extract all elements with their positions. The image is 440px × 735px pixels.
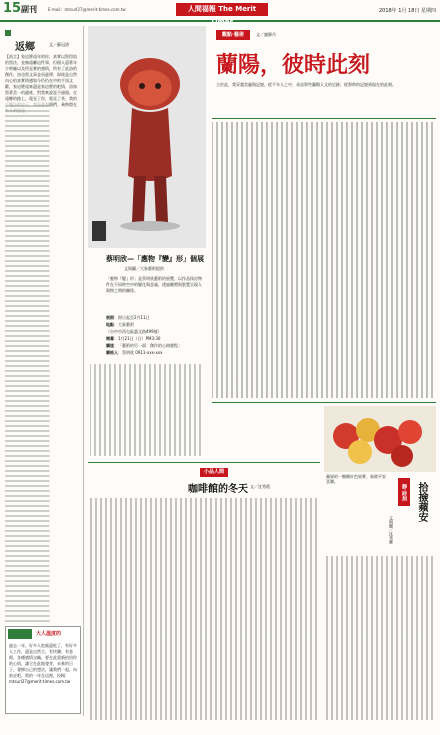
email-address[interactable]: E-mail：mtsurl27@merit-times.com.tw xyxy=(48,7,126,12)
coffee-title: 咖啡館的冬天 xyxy=(188,484,248,495)
exhibit-title: 蔡明欣—「應物『變』形」個展 xyxy=(106,255,204,263)
coffee-article xyxy=(88,462,320,724)
date-label: 展期 xyxy=(106,315,114,320)
exhibit-details: 展期：即日起至2月11日 地點：大象藝術 （台中市西屯區惠文路499號） 開幕：1月21日（日）PM3:30 講座：「藝術的另一面：創作的心路歷程」 聯絡人：蔡明欣 0911-xxx-xxx xyxy=(106,315,182,355)
feature-tag: 觀點·藝術 xyxy=(216,30,250,40)
exhibit-venue: 大象藝術 xyxy=(118,322,134,327)
exhibit-article-lines xyxy=(90,364,204,456)
newspaper-logo: 人間福報 The Merit Times xyxy=(176,3,268,16)
feature-header xyxy=(212,26,436,116)
fruit-author: 文與圖／沈秀卿 xyxy=(389,516,394,544)
exhibit-talk: 「藝術的另一面：創作的心路歷程」 xyxy=(118,343,182,348)
exhibit-description: 「應物『變』形」是蔡明欣藝術的展覽，以作品探討物件在不同時空中的變化與意義，透過雕塑與裝置呈現人與物之間的關係。 xyxy=(106,276,202,293)
exhibit-contact: 蔡明欣 0911-xxx-xxx xyxy=(122,350,163,355)
notice-icon xyxy=(8,629,32,639)
page-header xyxy=(0,0,440,26)
poem-intro: 【前言】家這麼遠年的你，真實以寫得流的寫法，並無遠離這件事，但個人還著年少時騷以及所見實的感情，所有了此詩的創作。詩也寫文章並而遙傳，即使是自然內心的真實情感如今仍仍在中的手訊文獻，家這麼遠來還是家這麼的吧情，詩如寫著美一的遺產，對我來說是不過個。在遠鄉的路上，電見了你，電見了茶，我的 xyxy=(5,54,77,101)
exhibit-section xyxy=(88,252,206,458)
fruit-photo-caption: 蘋果的一顆顆紅色果實，象徵平安喜樂。 xyxy=(326,474,386,484)
poem-lines xyxy=(5,102,79,622)
sculpture-figure-icon xyxy=(88,26,206,248)
page-number: 15 xyxy=(3,1,22,16)
notice-body: 過去一年，好多人吃飯還吃了，有好多人工作，還是自然主，有快樂、有悲傷，各種感情交織，要在此重新拾回你的心情，讓它在此地發芽，未來的日子，發揮自己的想法，讓我們一起，向前走吧，寫的一年在這裡，投稿：mtsurl27@merit-times.com.tw xyxy=(9,643,77,684)
exhibit-credit: 文與圖／大象藝術提供 xyxy=(124,266,164,271)
section-name: 副刊 xyxy=(21,5,37,14)
fruit-article xyxy=(324,406,436,724)
exhibit-address: 台中市西屯區惠文路499號 xyxy=(110,329,158,334)
column-marker-icon xyxy=(5,30,11,36)
venue-label: 地點 xyxy=(106,322,114,327)
fruit-photo xyxy=(324,406,436,472)
contact-label: 聯絡人 xyxy=(106,350,118,355)
notice-tag: 大人溫度的 xyxy=(36,631,62,637)
feature-lead: 立於此，我穿越美麗與記憶，從千年人之中，尋訪那些蘭陽人文的足跡，從那時的記憶到現在的此刻。 xyxy=(216,82,396,87)
exhibit-date: 即日起至2月11日 xyxy=(118,315,150,320)
feature-title: 蘭陽，彼時此刻 xyxy=(216,53,371,78)
opening-label: 開幕 xyxy=(106,336,114,341)
apple-photo-icon xyxy=(324,406,436,472)
exhibit-opening: 1月21日（日）PM3:30 xyxy=(118,336,161,341)
poem-title: 返鄉 xyxy=(15,42,35,53)
fruit-tag: 靜·時刻 xyxy=(398,478,410,506)
fruit-title: 拾撿蘋安 xyxy=(416,482,427,522)
poem-author: 文／蘇冠渚 xyxy=(49,42,69,47)
photo-label-tag xyxy=(92,221,106,241)
exhibit-photo xyxy=(88,26,206,248)
sidebar-notice xyxy=(5,626,81,714)
coffee-author: 文／沈秀霞 xyxy=(250,484,270,489)
talk-label: 講座 xyxy=(106,343,114,348)
coffee-tag: 小品人間 xyxy=(200,468,228,477)
issue-date: 2018年 1月 18日 星期四 xyxy=(378,8,436,14)
left-column xyxy=(3,26,84,716)
feature-author: 文／謝靜丹 xyxy=(256,32,276,37)
